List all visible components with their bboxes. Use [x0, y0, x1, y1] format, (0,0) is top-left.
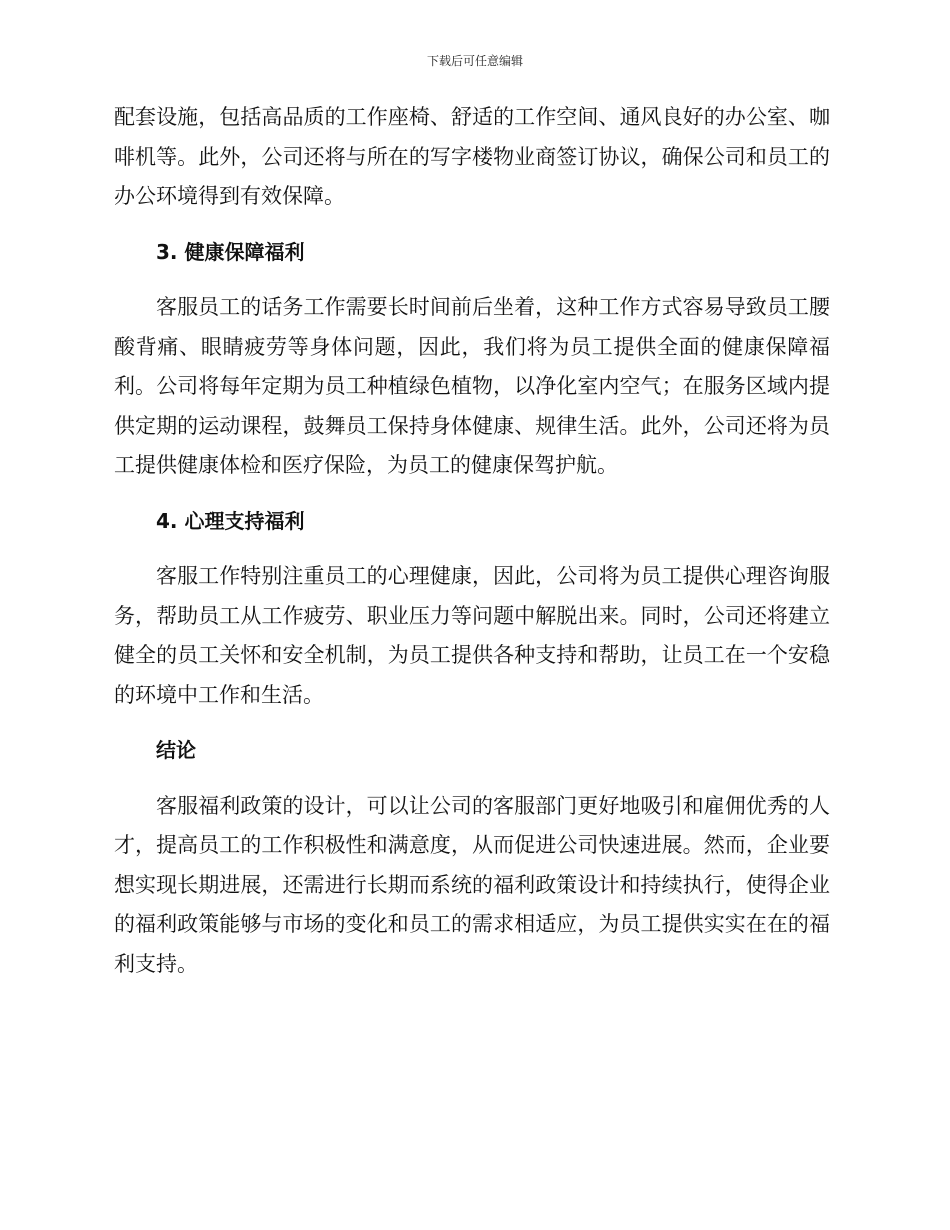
conclusion-heading: 结论: [156, 738, 196, 762]
section-4-paragraph: 客服工作特别注重员工的心理健康，因此，公司将为员工提供心理咨询服务，帮助员工从工作疲劳、职业压力等问题中解脱出来。同时，公司还将建立健全的员工关怀和安全机制，为员工提供各种支持和帮助，让员工在一个安稳的环境中工作和生活。: [114, 564, 830, 707]
section-3-paragraph: 客服员工的话务工作需要长时间前后坐着，这种工作方式容易导致员工腰酸背痛、眼睛疲劳等身体问题，因此，我们将为员工提供全面的健康保障福利。公司将每年定期为员工种植绿色植物，以净化室内空气；在服务区域内提供定期的运动课程，鼓舞员工保持身体健康、规律生活。此外，公司还将为员工提供健康体检和医疗保险，为员工的健康保驾护航。: [114, 295, 830, 477]
section-4-heading: 4. 心理支持福利: [156, 508, 305, 533]
conclusion-paragraph: 客服福利政策的设计，可以让公司的客服部门更好地吸引和雇佣优秀的人才，提高员工的工作积极性和满意度，从而促进公司快速进展。然而，企业要想实现长期进展，还需进行长期而系统的福利政策设计和持续执行，使得企业的福利政策能够与市场的变化和员工的需求相适应，为员工提供实实在在的福利支持。: [114, 793, 830, 976]
page-header: 下载后可任意编辑: [426, 54, 523, 68]
section-3-heading: 3. 健康保障福利: [156, 239, 305, 264]
document-body: [114, 98, 830, 984]
intro-paragraph: 配套设施，包括高品质的工作座椅、舒适的工作空间、通风良好的办公室、咖啡机等。此外，公司还将与所在的写字楼物业商签订协议，确保公司和员工的办公环境得到有效保障。: [114, 105, 830, 208]
